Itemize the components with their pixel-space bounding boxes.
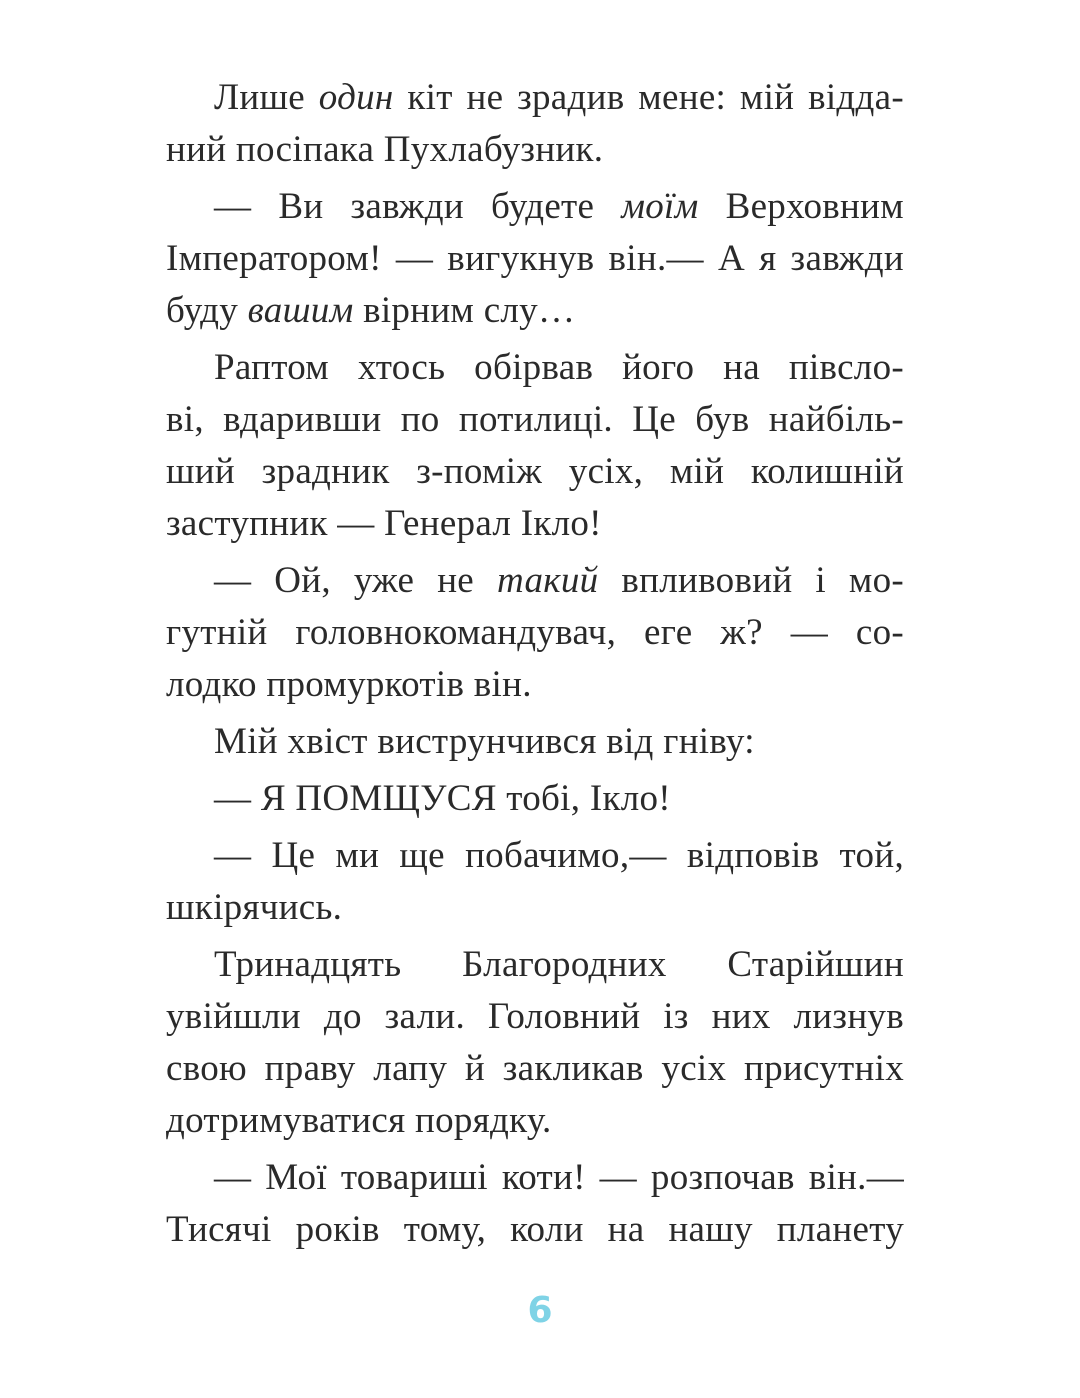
text-line: ві, вдаривши по потилиці. Це був найбіль- [166,399,904,440]
text-line: — Мої товариші коти! — розпочав він.— [214,1157,904,1198]
text-run: Верховним [698,186,904,227]
text-line: свою праву лапу й закликав усіх присутніх [166,1048,904,1089]
text-line [166,285,904,337]
paragraph-1 [166,72,904,176]
text-run: — Ви завжди будете [214,186,622,227]
paragraph-8 [166,939,904,1147]
text-run: впливовий і мо- [598,560,905,601]
text-line: шкірячись. [166,887,343,928]
text-run: — Ой, уже не [214,560,497,601]
text-line: заступник — Генерал Ікло! [166,503,602,544]
text-line [166,72,904,124]
text-line [166,555,904,607]
text-run: Лише [214,77,319,118]
text-line: Раптом хтось обірвав його на півсло- [214,347,904,388]
text-line: Мій хвіст виструнчився від гніву: [214,721,755,762]
text-run: вірним слу… [353,290,576,331]
italic-run: вашим [247,290,354,331]
page-body [166,72,904,1256]
text-line: Тисячі років тому, коли на нашу планету [166,1209,904,1250]
text-line: дотримуватися порядку. [166,1100,552,1141]
paragraph-6 [166,773,904,825]
text-line: Тринадцять Благородних Старійшин [214,944,904,985]
paragraph-7 [166,830,904,934]
text-line: ший зрадник з-поміж усіх, мій колишній [166,451,904,492]
paragraph-2 [166,181,904,337]
text-line: гутній головнокомандувач, еге ж? — со- [166,612,904,653]
text-line: — Я ПОМЩУСЯ тобі, Ікло! [214,778,671,819]
page-number: 6 [527,1290,553,1331]
text-line: лодко промуркотів він. [166,664,532,705]
text-line [166,181,904,233]
italic-run: один [318,77,394,118]
paragraph-5 [166,716,904,768]
text-line: Імператором! — вигукнув він.— А я завжди [166,238,904,279]
text-line: увійшли до зали. Головний із них лизнув [166,996,904,1037]
text-run: кіт не зрадив мене: мій відда- [393,77,905,118]
text-run: буду [166,290,248,331]
italic-run: моїм [621,186,699,227]
paragraph-3 [166,342,904,550]
italic-run: такий [496,560,599,601]
paragraph-9 [166,1152,904,1256]
text-line: ний посіпака Пухлабузник. [166,129,604,170]
paragraph-4 [166,555,904,711]
text-line: — Це ми ще побачимо,— відповів той, [214,835,904,876]
